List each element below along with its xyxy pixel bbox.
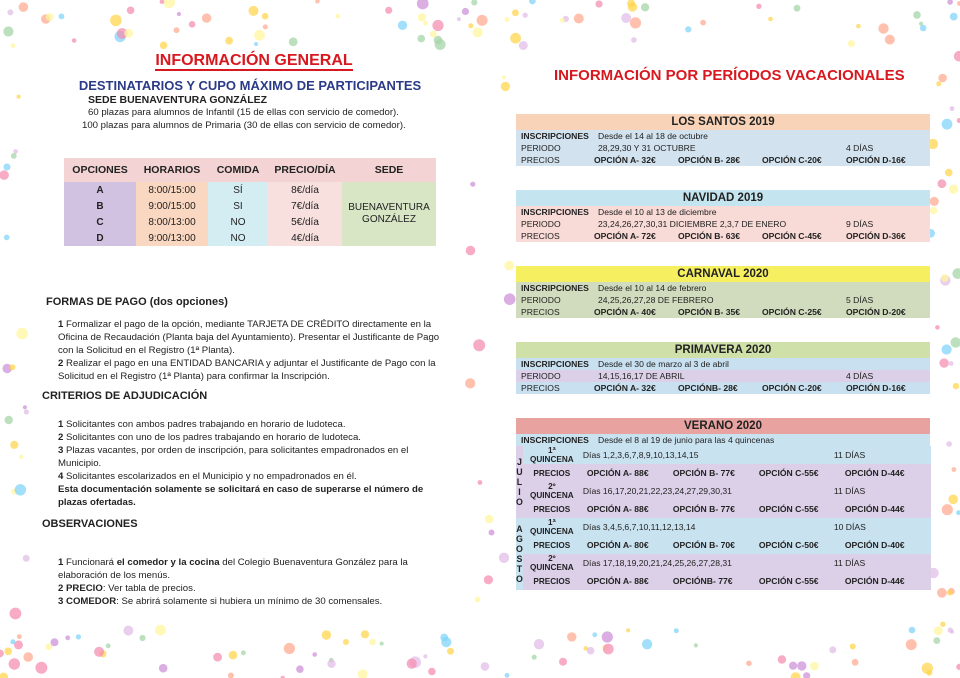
quincena-dias: Días 1,2,3,6,7,8,9,10,13,14,15	[582, 450, 699, 460]
period-block	[516, 342, 930, 394]
precio-option: OPCIÓN D-44€	[844, 504, 905, 514]
periodo-label: PERIODO	[521, 219, 561, 229]
dias-value: 11 DÍAS	[833, 450, 866, 460]
quincena-label: 2º QUINCENA	[530, 482, 574, 500]
inscripciones-value: Desde el 30 de marzo al 3 de abril	[598, 359, 729, 369]
general-title: INFORMACIÓN GENERAL	[155, 52, 353, 69]
period-header: LOS SANTOS 2019	[516, 114, 930, 130]
quincena-row	[523, 482, 931, 500]
precio-option: OPCIÓN A- 32€	[594, 155, 656, 165]
precio-option: OPCIÓNB- 28€	[678, 383, 738, 393]
precios-row	[516, 230, 930, 242]
periodo-row	[516, 294, 930, 306]
opcion-cell: B	[64, 198, 136, 214]
precios-label: PRECIOS	[533, 504, 571, 514]
precio-option: OPCIÓN D-44€	[844, 468, 905, 478]
quincena-row	[523, 446, 931, 464]
col-opciones: OPCIONES	[64, 158, 136, 182]
periodo-row	[516, 218, 930, 230]
precio-option: OPCIÓN C-55€	[758, 468, 819, 478]
inscripciones-label: INSCRIPCIONES	[521, 359, 589, 369]
precio-option: OPCIÓN A- 88€	[586, 504, 649, 514]
month-letter: O	[516, 544, 523, 554]
precio-option: OPCIÓN C-20€	[762, 155, 822, 165]
periodo-value: 24,25,26,27,28 DE FEBRERO	[598, 295, 714, 305]
precio-cell: 7€/día	[268, 198, 342, 214]
col-sede: SEDE	[342, 158, 436, 182]
criterios-heading: CRITERIOS DE ADJUDICACIÓN	[42, 390, 208, 402]
precio-option: OPCIÓN A- 72€	[594, 231, 656, 241]
precios-label: PRECIOS	[521, 231, 560, 241]
horario-cell: 8:00/13:00	[136, 214, 208, 230]
month-letter: O	[516, 497, 523, 507]
formas-pago-text: 1 Formalizar el pago de la opción, mediante TARJETA DE CRÉDITO directamente en la Oficina de Recaudación (Planta baja del Ayuntamiento). Presentar el Justificante de Pago con la Solicitud en el Registro (1ª Planta). 2 Realizar el pago en una ENTIDAD BANCARIA y adjuntar el Justificante de Pago con la Solicitud en el Registro (1ª Planta) para confirmar la Inscripción.	[58, 319, 440, 382]
precio-option: OPCIÓN A- 32€	[594, 383, 656, 393]
precio-option: OPCIÓN D-16€	[846, 383, 906, 393]
precios-row	[523, 500, 931, 518]
dias-value: 11 DÍAS	[833, 558, 866, 568]
precio-option: OPCIÓN C-45€	[762, 231, 822, 241]
periodo-value: 23,24,26,27,30,31 DICIEMBRE 2,3,7 DE ENERO	[598, 219, 787, 229]
periodo-label: PERIODO	[521, 143, 561, 153]
precio-option: OPCIÓNB- 77€	[672, 576, 733, 586]
precios-label: PRECIOS	[533, 468, 571, 478]
precio-option: OPCIÓN B- 70€	[672, 540, 735, 550]
horario-cell: 9:00/13:00	[136, 230, 208, 246]
inscripciones-row	[516, 434, 930, 446]
precio-option: OPCIÓN B- 77€	[672, 504, 735, 514]
periodo-value: 28,29,30 Y 31 OCTUBRE	[598, 143, 696, 153]
periodo-row	[516, 142, 930, 154]
precio-option: OPCIÓN C-25€	[762, 307, 822, 317]
precio-option: OPCIÓN A- 88€	[586, 468, 649, 478]
options-table	[64, 158, 436, 246]
agosto-label	[516, 518, 523, 590]
month-letter: I	[518, 487, 521, 497]
precio-option: OPCIÓN A- 40€	[594, 307, 656, 317]
sede-line-1: BUENAVENTURA	[348, 202, 430, 213]
opcion-cell: A	[64, 182, 136, 198]
informacion-general	[40, 52, 460, 132]
periodo-value: 14,15,16,17 DE ABRIL	[598, 371, 685, 381]
quincena-dias: Días 17,18,19,20,21,24,25,26,27,28,31	[582, 558, 732, 568]
julio-group	[516, 446, 930, 518]
precio-option: OPCIÓN D-36€	[846, 231, 906, 241]
precio-option: OPCIÓN C-55€	[758, 576, 819, 586]
col-horarios: HORARIOS	[136, 158, 208, 182]
month-letter: L	[516, 477, 523, 487]
period-block	[516, 266, 930, 318]
precio-option: OPCIÓN C-20€	[762, 383, 822, 393]
precio-option: OPCIÓN D-20€	[846, 307, 906, 317]
periodo-row	[516, 370, 930, 382]
precio-option: OPCIÓN B- 63€	[678, 231, 741, 241]
criterios-text: 1 Solicitantes con ambos padres trabajando en horario de ludoteca. 2 Solicitantes con uno de los padres trabajando en horario de ludoteca. 3 Plazas vacantes, por orden de inscripción, para solicitantes empadronados en el Municipio. 4 Solicitantes escolarizados en el Municipio y no empadronados en él. Esta documentación solamente se solicitará en caso de superarse el número de plazas ofertadas.	[58, 419, 424, 508]
inscripciones-value: Desde el 8 al 19 de junio para las 4 quincenas	[598, 435, 775, 445]
precios-label: PRECIOS	[521, 307, 560, 317]
periodo-label: PERIODO	[521, 371, 561, 381]
inscripciones-value: Desde el 10 al 14 de febrero	[598, 283, 707, 293]
opcion-cell: D	[64, 230, 136, 246]
month-letter: O	[516, 574, 523, 584]
table-row	[64, 182, 436, 198]
comida-cell: NO	[208, 230, 268, 246]
quincena-dias: Días 3,4,5,6,7,10,11,12,13,14	[582, 522, 696, 532]
precios-row	[523, 536, 931, 554]
dias-value: 4 DÍAS	[846, 143, 874, 153]
comida-cell: SI	[208, 198, 268, 214]
dias-value: 10 DÍAS	[833, 522, 866, 532]
quincena-label: 1ª QUINCENA	[530, 518, 574, 536]
horario-cell: 9:00/15:00	[136, 198, 208, 214]
inscripciones-row	[516, 206, 930, 218]
quincena-label: 2º QUINCENA	[530, 554, 574, 572]
dias-value: 4 DÍAS	[846, 371, 874, 381]
precio-option: OPCIÓN A- 80€	[586, 540, 649, 550]
month-letter: T	[516, 564, 523, 574]
precio-option: OPCIÓN C-55€	[758, 504, 819, 514]
inscripciones-row	[516, 358, 930, 370]
month-letter: G	[516, 534, 523, 544]
periodos-title: INFORMACIÓN POR PERÍODOS VACACIONALES	[554, 67, 905, 84]
precio-cell: 5€/día	[268, 214, 342, 230]
precio-option: OPCIÓN B- 28€	[678, 155, 741, 165]
sede-line-2: GONZÁLEZ	[362, 214, 416, 225]
dias-value: 9 DÍAS	[846, 219, 874, 229]
inscripciones-value: Desde el 14 al 18 de octubre	[598, 131, 708, 141]
quincena-dias: Días 16,17,20,21,22,23,24,27,29,30,31	[582, 486, 732, 496]
precio-option: OPCIÓN B- 77€	[672, 468, 735, 478]
month-letter: U	[516, 467, 523, 477]
precio-option: OPCIÓN B- 35€	[678, 307, 741, 317]
quincena-row	[523, 554, 931, 572]
precio-option: OPCIÓN C-50€	[758, 540, 819, 550]
precios-label: PRECIOS	[533, 540, 571, 550]
precios-row	[516, 154, 930, 166]
precios-row	[516, 382, 930, 394]
period-header: PRIMAVERA 2020	[516, 342, 930, 358]
dias-value: 11 DÍAS	[833, 486, 866, 496]
precio-option: OPCIÓN D-16€	[846, 155, 906, 165]
month-letter: A	[516, 524, 523, 534]
month-letter: J	[516, 457, 522, 467]
inscripciones-label: INSCRIPCIONES	[521, 131, 589, 141]
verano-block	[516, 418, 930, 590]
period-block	[516, 190, 930, 242]
precio-cell: 8€/día	[268, 182, 342, 198]
comida-cell: NO	[208, 214, 268, 230]
inscripciones-label: INSCRIPCIONES	[521, 435, 589, 445]
inscripciones-label: INSCRIPCIONES	[521, 283, 589, 293]
precios-label: PRECIOS	[533, 576, 571, 586]
period-block	[516, 114, 930, 166]
comida-cell: SÍ	[208, 182, 268, 198]
inscripciones-row	[516, 282, 930, 294]
precio-option: OPCIÓN D-40€	[844, 540, 905, 550]
sede-label: SEDE BUENAVENTURA GONZÁLEZ	[88, 94, 268, 106]
plazas-infantil: 60 plazas para alumnos de Infantil (15 de ellas con servicio de comedor).	[88, 107, 399, 118]
agosto-group	[516, 518, 930, 590]
dias-value: 5 DÍAS	[846, 295, 874, 305]
period-header: CARNAVAL 2020	[516, 266, 930, 282]
precio-option: OPCIÓN D-44€	[844, 576, 905, 586]
plazas-primaria: 100 plazas para alumnos de Primaria (30 de ellas con servicio de comedor).	[82, 120, 406, 131]
precio-cell: 4€/día	[268, 230, 342, 246]
precios-row	[523, 464, 931, 482]
precio-option: OPCIÓN A- 88€	[586, 576, 649, 586]
observaciones-text: 1 Funcionará el comedor y la cocina del Colegio Buenaventura González para la elaboración de los menús. 2 PRECIO: Ver tabla de precios. 3 COMEDOR: Se abrirá solamente si hubiera un mínimo de 30 comensales.	[58, 557, 408, 607]
precios-label: PRECIOS	[521, 155, 560, 165]
periodo-label: PERIODO	[521, 295, 561, 305]
precios-row	[516, 306, 930, 318]
precios-row	[523, 572, 931, 590]
period-header: NAVIDAD 2019	[516, 190, 930, 206]
inscripciones-value: Desde el 10 al 13 de diciembre	[598, 207, 717, 217]
inscripciones-row	[516, 130, 930, 142]
formas-pago-heading: FORMAS DE PAGO (dos opciones)	[46, 296, 228, 308]
observaciones-heading: OBSERVACIONES	[42, 518, 138, 530]
col-comida: COMIDA	[208, 158, 268, 182]
period-header: VERANO 2020	[516, 418, 930, 434]
opcion-cell: C	[64, 214, 136, 230]
quincena-row	[523, 518, 931, 536]
month-letter: S	[516, 554, 523, 564]
col-precio: PRECIO/DÍA	[268, 158, 342, 182]
julio-label	[516, 446, 523, 518]
quincena-label: 1ª QUINCENA	[530, 446, 574, 464]
horario-cell: 8:00/15:00	[136, 182, 208, 198]
destinatarios-heading: DESTINATARIOS Y CUPO MÁXIMO DE PARTICIPANTES	[78, 78, 422, 93]
precios-label: PRECIOS	[521, 383, 560, 393]
inscripciones-label: INSCRIPCIONES	[521, 207, 589, 217]
sede-cell	[342, 182, 436, 246]
